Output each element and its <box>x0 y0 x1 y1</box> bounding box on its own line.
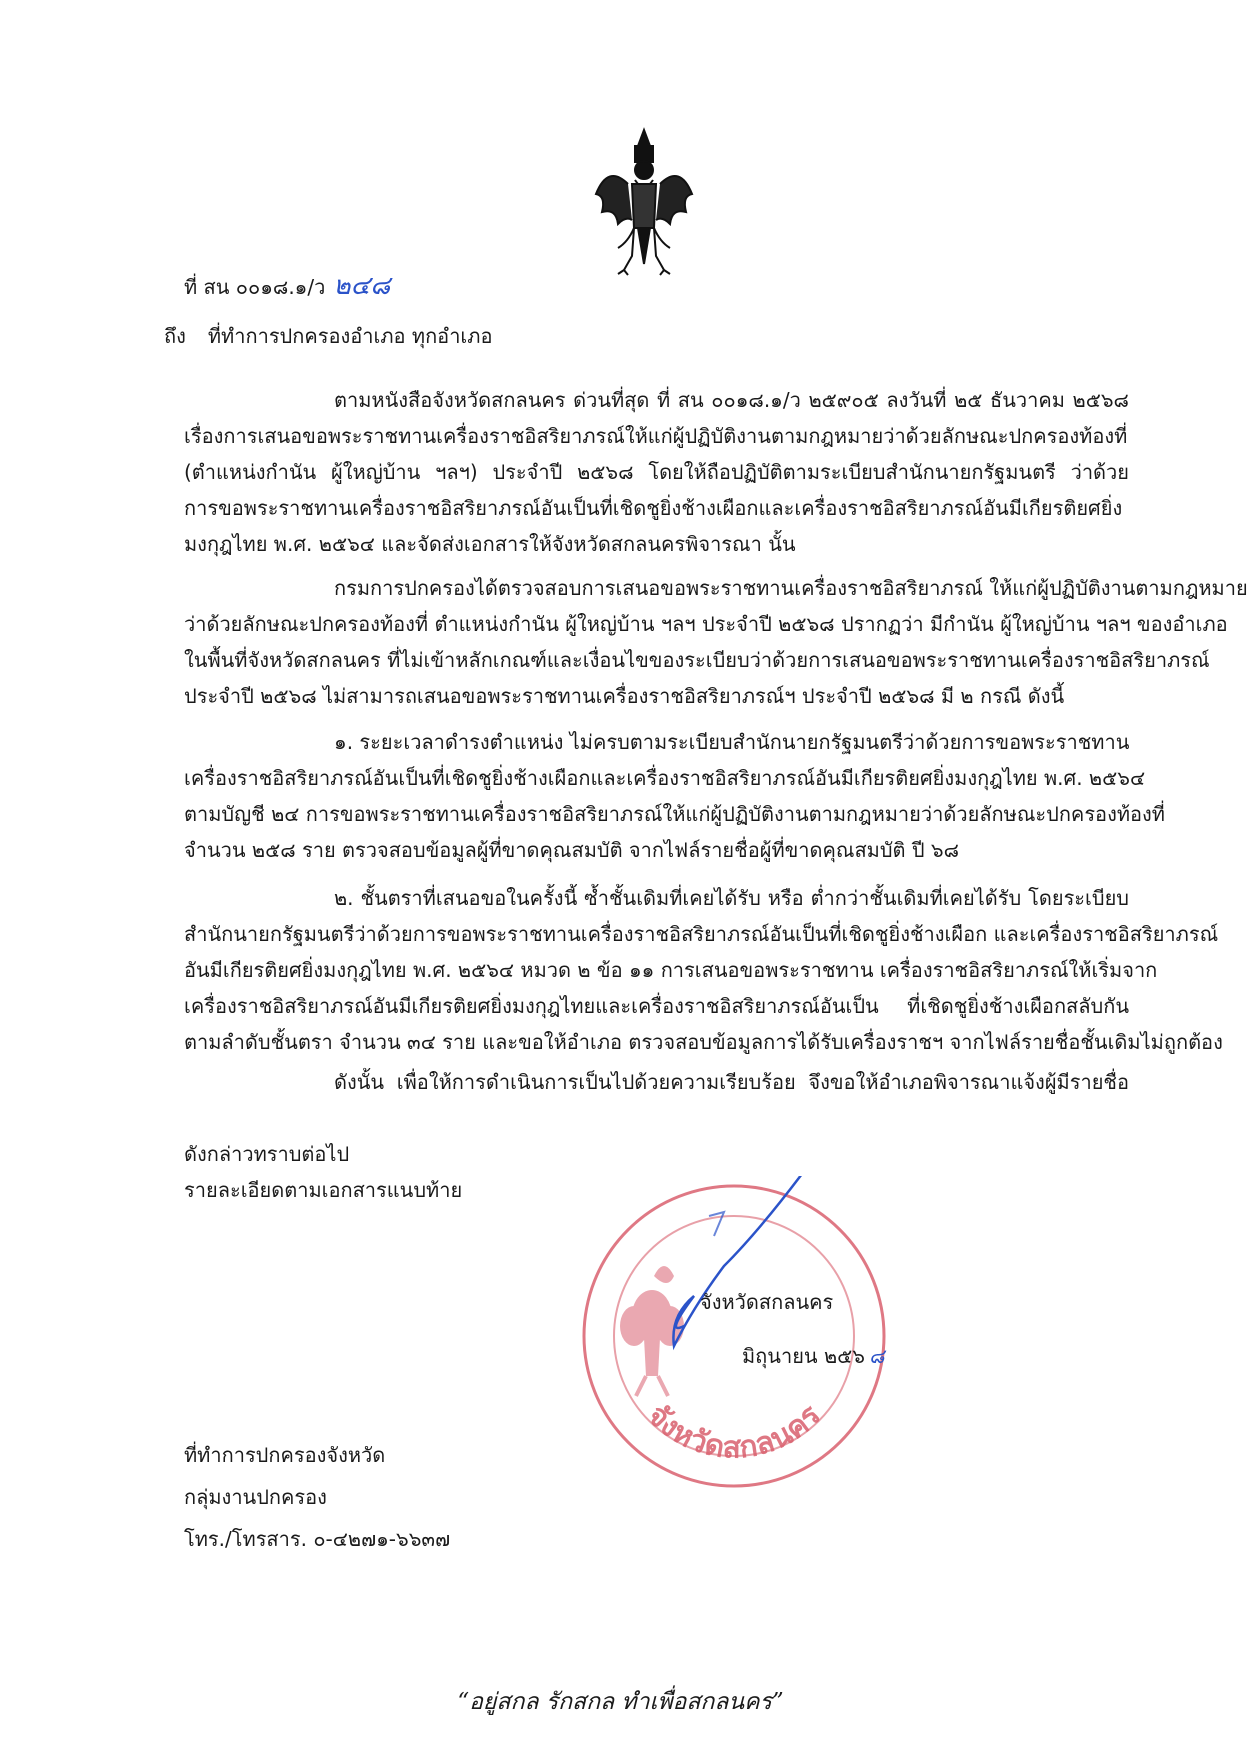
recipient-value: ที่ทำการปกครองอำเภอ ทุกอำเภอ <box>207 324 493 348</box>
attachment-note: รายละเอียดตามเอกสารแนบท้าย <box>184 1178 463 1202</box>
paragraph-5 <box>184 1064 1129 1100</box>
reference-number: ที่ สน ๐๐๑๘.๑/ว <box>184 275 326 299</box>
paragraph-line: มงกุฎไทย พ.ศ. ๒๕๖๔ และจัดส่งเอกสารให้จังหวัดสกลนครพิจารณา นั้น <box>184 532 796 556</box>
paragraph-line: กรมการปกครองได้ตรวจสอบการเสนอขอพระราชทานเครื่องราชอิสริยาภรณ์ ให้แก่ผู้ปฏิบัติงานตามกฎหมาย <box>334 576 1248 600</box>
contact-phone: โทร./โทรสาร. ๐-๔๒๗๑-๖๖๓๗ <box>184 1527 451 1551</box>
paragraph-line: ๑. ระยะเวลาดำรงตำแหน่ง ไม่ครบตามระเบียบสำนักนายกรัฐมนตรีว่าด้วยการขอพระราชทาน <box>334 730 1130 754</box>
paragraph-line: ดังนั้น เพื่อให้การดำเนินการเป็นไปด้วยความเรียบร้อย จึงขอให้อำเภอพิจารณาแจ้งผู้มีรายชื่อ <box>334 1070 1129 1094</box>
paragraph-line: เครื่องราชอิสริยาภรณ์อันมีเกียรติยศยิ่งมงกุฎไทยและเครื่องราชอิสริยาภรณ์อันเป็น ที่เชิดชูยิ่งช้างเผือกสลับกัน <box>184 994 1129 1018</box>
province-motto: “อยู่สกล รักสกล ทำเพื่อสกลนคร” <box>457 1689 784 1715</box>
closing-line: ดังกล่าวทราบต่อไป <box>184 1142 350 1166</box>
garuda-emblem-icon <box>588 124 700 276</box>
recipient-label: ถึง <box>164 324 186 348</box>
paragraph-line: ตามบัญชี ๒๔ การขอพระราชทานเครื่องราชอิสริยาภรณ์ให้แก่ผู้ปฏิบัติงานตามกฎหมายว่าด้วยลักษณะปกครองท้องที่ <box>184 802 1165 826</box>
issuing-division: กลุ่มงานปกครอง <box>184 1485 327 1509</box>
paragraph-4 <box>184 880 1223 1060</box>
paragraph-line: ๒. ชั้นตราที่เสนอขอในครั้งนี้ ซ้ำชั้นเดิมที่เคยได้รับ หรือ ต่ำกว่าชั้นเดิมที่เคยได้รับ โดยระเบียบ <box>334 886 1129 910</box>
issuing-office: ที่ทำการปกครองจังหวัด <box>184 1443 386 1467</box>
paragraph-line: การขอพระราชทานเครื่องราชอิสริยาภรณ์อันเป็นที่เชิดชูยิ่งช้างเผือกและเครื่องราชอิสริยาภรณ์อันมีเกียรติยศยิ่ง <box>184 496 1123 520</box>
signature-month-year: มิถุนายน ๒๕๖ <box>742 1344 865 1368</box>
paragraph-2 <box>184 570 1248 714</box>
paragraph-line: อันมีเกียรติยศยิ่งมงกุฎไทย พ.ศ. ๒๕๖๔ หมวด ๒ ข้อ ๑๑ การเสนอขอพระราชทาน เครื่องราชอิสริยาภรณ์ให้เริ่มจาก <box>184 958 1158 982</box>
paragraph-line: ตามหนังสือจังหวัดสกลนคร ด่วนที่สุด ที่ สน ๐๐๑๘.๑/ว ๒๕๙๐๕ ลงวันที่ ๒๕ ธันวาคม ๒๕๖๘ <box>334 388 1129 412</box>
svg-text:จังหวัดสกลนคร <box>640 1398 828 1466</box>
paragraph-line: เรื่องการเสนอขอพระราชทานเครื่องราชอิสริยาภรณ์ให้แก่ผู้ปฏิบัติงานตามกฎหมายว่าด้วยลักษณะปกครองท้องที่ <box>184 424 1128 448</box>
paragraph-line: เครื่องราชอิสริยาภรณ์อันเป็นที่เชิดชูยิ่งช้างเผือกและเครื่องราชอิสริยาภรณ์อันมีเกียรติยศยิ่งมงกุฎไทย พ.ศ. ๒๕๖๔ <box>184 766 1146 790</box>
stamp-text: จังหวัดสกลนคร <box>640 1397 828 1466</box>
paragraph-3 <box>184 724 1165 868</box>
paragraph-line: สำนักนายกรัฐมนตรีว่าด้วยการขอพระราชทานเครื่องราชอิสริยาภรณ์อันเป็นที่เชิดชูยิ่งช้างเผือก และเครื่องราชอิสริยาภรณ์ <box>184 922 1219 946</box>
issuing-office-block <box>184 1434 450 1560</box>
paragraph-line: ตามลำดับชั้นตรา จำนวน ๓๔ ราย และขอให้อำเภอ ตรวจสอบข้อมูลการได้รับเครื่องราชฯ จากไฟล์รายชื่อชั้นเดิมไม่ถูกต้อง <box>184 1030 1223 1054</box>
signature-date <box>742 1340 884 1372</box>
handwritten-year-digit: ๘ <box>868 1344 885 1368</box>
paragraph-1 <box>184 382 1129 562</box>
paragraph-line: (ตำแหน่งกำนัน ผู้ใหญ่บ้าน ฯลฯ) ประจำปี ๒๕๖๘ โดยให้ถือปฏิบัติตามระเบียบสำนักนายกรัฐมนตรี ว่าด้วย <box>184 460 1129 484</box>
paragraph-line: ว่าด้วยลักษณะปกครองท้องที่ ตำแหน่งกำนัน ผู้ใหญ่บ้าน ฯลฯ ประจำปี ๒๕๖๘ ปรากฏว่า มีกำนัน ผู้ใหญ่บ้าน ฯลฯ ของอำเภอ <box>184 612 1228 636</box>
province-seal-stamp-icon <box>574 1176 894 1496</box>
paragraph-line: ในพื้นที่จังหวัดสกลนคร ที่ไม่เข้าหลักเกณฑ์และเงื่อนไขของระเบียบว่าด้วยการเสนอขอพระราชทานเครื่องราชอิสริยาภรณ์ <box>184 648 1210 672</box>
paragraph-line: จำนวน ๒๕๘ ราย ตรวจสอบข้อมูลผู้ที่ขาดคุณสมบัติ จากไฟล์รายชื่อผู้ที่ขาดคุณสมบัติ ปี ๖๘ <box>184 838 960 862</box>
handwritten-document-number: ๒๔๘ <box>333 271 391 301</box>
document-reference <box>184 272 390 301</box>
signature-province: จังหวัดสกลนคร <box>700 1290 834 1314</box>
recipient-line <box>164 322 492 350</box>
paragraph-line: ประจำปี ๒๕๖๘ ไม่สามารถเสนอขอพระราชทานเครื่องราชอิสริยาภรณ์ฯ ประจำปี ๒๕๖๘ มี ๒ กรณี ดังนี้ <box>184 684 1065 708</box>
closing-block <box>184 1136 462 1208</box>
